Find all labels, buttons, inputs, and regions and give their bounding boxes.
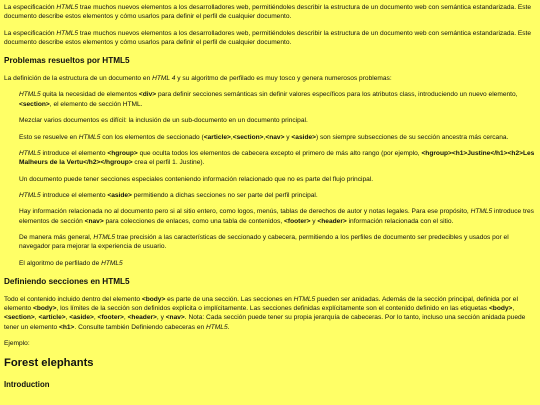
text-run: quita la necesidad de elementos xyxy=(40,91,139,99)
emphasis: HTML5 xyxy=(19,149,41,157)
text-run: De manera más general, xyxy=(19,234,94,242)
emphasis: HTML5 xyxy=(101,259,123,267)
emphasis: HTML5 xyxy=(206,323,228,331)
example-label: Ejemplo: xyxy=(4,340,30,348)
text-run: información relacionada con el sitio. xyxy=(346,217,454,225)
text-run: , y xyxy=(156,314,166,322)
emphasis: HTML 4 xyxy=(152,75,176,83)
code-tag: <hgroup><h1>Justine</h1><h2>Les Malheurs de la Vertu</h2></hgroup> xyxy=(19,149,535,167)
text-run: trae muchos nuevos elementos a los desarrolladores web, permitiéndoles describir la estructura de un documento web con semántica estandarizada. Este documento describe estos elementos y cómo usarlos para definir el perfil de cualquier documento. xyxy=(4,29,532,47)
text-run: La especificación xyxy=(4,29,57,37)
problem-item xyxy=(19,90,536,109)
section-heading-problems: Problemas resueltos por HTML5 xyxy=(4,56,130,66)
text-run: , xyxy=(512,305,515,313)
emphasis: HTML5 xyxy=(56,29,79,37)
emphasis: HTML5 xyxy=(78,133,101,141)
text-run: , xyxy=(230,133,233,141)
text-run: La definición de la estructura de un documento en xyxy=(4,75,153,83)
text-run: permitiendo a dichas secciones no ser parte del perfil principal. xyxy=(131,191,318,199)
problem-item xyxy=(19,116,536,125)
text-run: pueden ser anidadas. Además de la sección principal, definida por el elemento xyxy=(4,295,518,313)
intro-paragraph xyxy=(4,3,536,22)
emphasis: HTML5 xyxy=(293,295,316,303)
text-run: , el elemento de sección HTML. xyxy=(49,100,143,108)
code-tag: <footer> xyxy=(284,217,311,225)
problem-item xyxy=(19,207,536,226)
text-run: . xyxy=(227,323,230,331)
text-run: con los elementos de seccionado ( xyxy=(100,133,204,141)
code-tag: <aside> xyxy=(69,314,94,322)
code-tag: <header> xyxy=(127,314,157,322)
text-run: crea el perfil 1. Justine). xyxy=(132,159,205,167)
text-run: y xyxy=(310,217,318,225)
emphasis: HTML5 xyxy=(93,234,116,242)
text-run: , los límites de la sección son definidos explícita o implícitamente. Las secciones definidas explícitamente son el contenido definido en las etiquetas xyxy=(56,305,489,313)
problem-item xyxy=(19,259,536,268)
text-run: . Nota: Cada sección puede tener su propia jerarquía de cabeceras. Por lo tanto, incluso una sección anidada puede tener un elemento xyxy=(4,314,526,331)
text-run: trae precisión a las características de seccionado y cabecera, permitiendo a los perfiles de documento ser predecibles y usados por el navegador para mejorar la experiencia de usuario. xyxy=(19,234,509,251)
code-tag: <body> xyxy=(32,305,57,313)
text-run: para definir secciones semánticas sin definir valores específicos para los atributos class, introduciendo un nuevo elemento, xyxy=(156,91,518,99)
problem-item xyxy=(19,133,536,142)
code-tag: <hgroup> xyxy=(107,149,138,157)
problems-lead xyxy=(4,74,536,83)
text-run: Un documento puede tener secciones especiales conteniendo información relacionado que no es parte del flujo principal. xyxy=(19,175,374,183)
code-tag: <body> xyxy=(488,305,513,313)
problem-item xyxy=(19,233,536,252)
text-run: . Consulte también Definiendo cabeceras en xyxy=(74,323,206,331)
code-tag: <footer> xyxy=(97,314,124,322)
text-run: La especificación xyxy=(4,4,57,11)
problem-item xyxy=(19,175,536,184)
text-run: , xyxy=(34,314,39,322)
text-run: ) son siempre subsecciones de su sección ancestra más cercana. xyxy=(315,133,509,141)
text-run: introduce tres elementos de sección xyxy=(19,208,534,225)
code-tag: <nav> xyxy=(265,133,285,141)
emphasis: HTML5 xyxy=(470,208,493,216)
emphasis: HTML5 xyxy=(56,4,79,11)
text-run: , xyxy=(123,314,128,322)
code-tag: <article> xyxy=(203,133,231,141)
text-run: trae muchos nuevos elementos a los desarrolladores web, permitiéndoles describir la estructura de un documento web con semántica estandarizada. Este documento describe estos elementos y cómo usarlos para definir el perfil de cualquier documento. xyxy=(4,4,532,21)
example-subtitle: Introduction xyxy=(4,380,50,390)
text-run: Mezclar varios documentos es difícil: la inclusión de un sub-documento en un documento principal. xyxy=(19,117,308,125)
code-tag: <div> xyxy=(138,91,157,99)
code-tag: <aside> xyxy=(107,191,132,199)
problems-list xyxy=(4,90,536,268)
text-run: Hay información relacionada no al documento pero si al sitio entero, como logos, menús, tablas de derechos de autor y notas legales. Para ese propósito, xyxy=(19,208,471,216)
code-tag: <article> xyxy=(38,314,66,322)
problem-item xyxy=(19,149,536,168)
code-tag: <nav> xyxy=(165,314,185,322)
text-run: , xyxy=(93,314,98,322)
code-tag: <body> xyxy=(141,295,166,303)
code-tag: <aside> xyxy=(291,133,316,141)
text-run: es parte de una sección. Las secciones en xyxy=(165,295,294,303)
section-heading-defining: Definiendo secciones en HTML5 xyxy=(4,277,130,287)
text-run: Esto se resuelve en xyxy=(19,133,79,141)
text-run: que oculta todos los elementos de cabecera excepto el primero de más alto rango (por ejemplo, xyxy=(137,149,422,157)
code-tag: <nav> xyxy=(84,217,104,225)
text-run: y xyxy=(284,133,292,141)
code-tag: <header> xyxy=(317,217,347,225)
text-run: Todo el contenido incluido dentro del elemento xyxy=(4,295,142,303)
code-tag: <section> xyxy=(232,133,264,141)
intro-paragraph xyxy=(4,29,536,48)
emphasis: HTML5 xyxy=(19,91,41,99)
code-tag: <section> xyxy=(4,314,35,322)
text-run: , xyxy=(65,314,70,322)
code-tag: <section> xyxy=(19,100,50,108)
text-run: introduce el elemento xyxy=(40,149,108,157)
code-tag: <h1> xyxy=(59,323,75,331)
text-run: El algoritmo de perfilado de xyxy=(19,259,102,267)
problem-item xyxy=(19,191,536,200)
text-run: introduce el elemento xyxy=(40,191,108,199)
text-run: para colecciones de enlaces, como una tabla de contenidos, xyxy=(103,217,285,225)
text-run: , xyxy=(263,133,266,141)
text-run: y su algoritmo de perfilado es muy tosco y genera numerosos problemas: xyxy=(175,75,392,83)
example-title: Forest elephants xyxy=(4,356,94,369)
defining-paragraph xyxy=(4,295,536,332)
emphasis: HTML5 xyxy=(19,191,41,199)
